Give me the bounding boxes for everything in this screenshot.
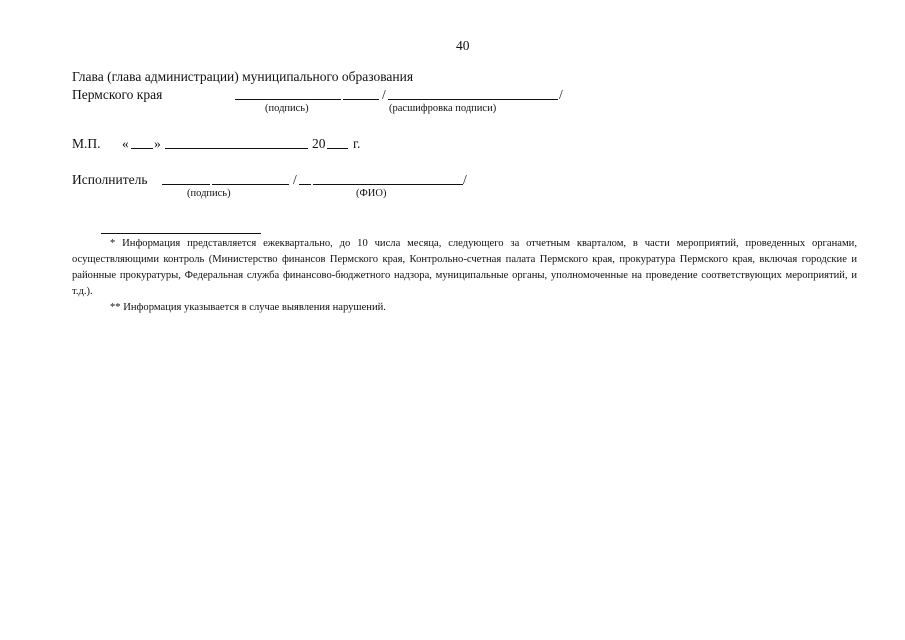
date-year-line: [327, 148, 348, 149]
executor-label: Исполнитель: [72, 172, 148, 187]
footnote-2: ** Информация указывается в случае выявления нарушений.: [110, 302, 386, 313]
page-number: 40: [456, 38, 470, 53]
executor-name-line-b: [313, 184, 463, 185]
head-slash-left: /: [382, 87, 386, 102]
footnote-1: * Информация представляется ежеквартально, до 10 числа месяца, следующего за отчетным кварталом, в части мероприятий, проведенных органами, осуществляющими контроль (Министерство финансов Пермского края, Контрольно-счетная палата Пермского края, прокуратура Пермского края, включая городские и районные прокуратуры, Федеральная служба финансово-бюджетного надзора, муниципальные органы, уполномоченные на проведение соответствующих мероприятий, и т.д.).: [72, 238, 857, 297]
executor-caption-name: (ФИО): [356, 188, 387, 199]
head-signature-line: [235, 99, 341, 100]
executor-slash-left: /: [293, 172, 297, 187]
seal-label: М.П.: [72, 136, 101, 151]
head-signature-line-tail: [343, 99, 379, 100]
executor-slash-right: /: [463, 172, 467, 187]
head-decoding-line: [388, 99, 558, 100]
footnote-separator: [101, 233, 261, 234]
executor-caption-signature: (подпись): [187, 188, 231, 199]
executor-signature-line-a: [162, 184, 210, 185]
date-quote-close: »: [154, 136, 161, 151]
head-caption-decoding: (расшифровка подписи): [389, 103, 497, 114]
executor-name-line-a: [299, 184, 311, 185]
executor-signature-line-b: [212, 184, 289, 185]
head-title-line2: Пермского края: [72, 87, 163, 102]
head-slash-right: /: [559, 87, 563, 102]
date-quote-open: «: [122, 136, 129, 151]
date-day-line: [131, 148, 153, 149]
date-month-line: [165, 148, 308, 149]
date-year-prefix: 20: [312, 136, 326, 151]
head-caption-signature: (подпись): [265, 103, 309, 114]
date-year-suffix: г.: [353, 136, 361, 151]
footnotes: [72, 236, 857, 316]
head-title-line1: Глава (глава администрации) муниципального образования: [72, 69, 414, 84]
